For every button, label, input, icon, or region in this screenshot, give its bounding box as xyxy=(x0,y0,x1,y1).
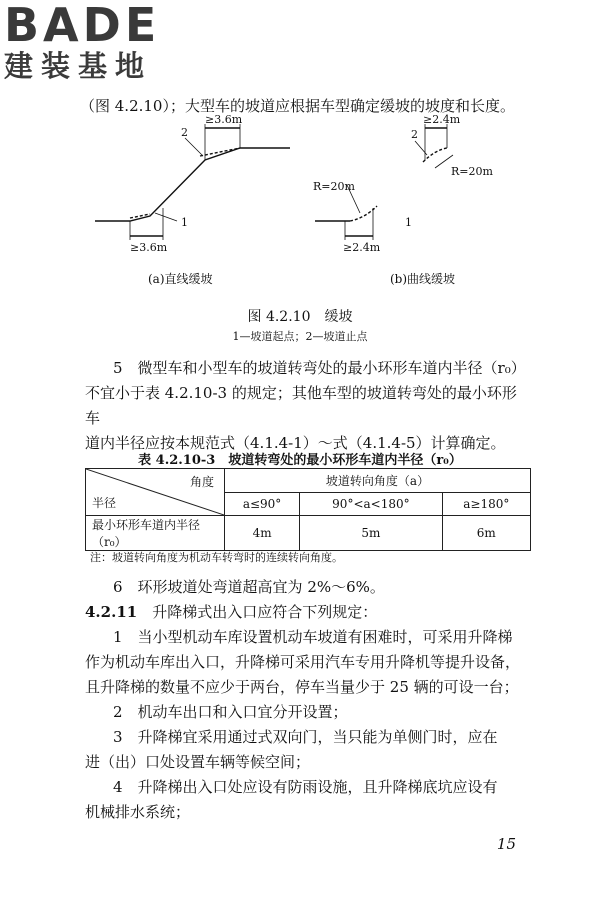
para6-line: 6 环形坡道处弯道超高宜为 2%～6%。 xyxy=(113,578,385,596)
row-label: 最小环形车道内半径（r₀） xyxy=(86,516,225,551)
header-group: 坡道转向角度（a） xyxy=(225,469,531,493)
item-2 xyxy=(85,700,525,725)
straight-ramp-profile xyxy=(95,148,290,221)
ramp-figure xyxy=(85,108,525,278)
item1-line3: 且升降梯的数量不应少于两台，停车当量少于 25 辆的可设一台； xyxy=(85,678,519,696)
row-value-2: 5m xyxy=(300,516,442,551)
item1-line2: 作为机动车库出入口，升降梯可采用汽车专用升降机等提升设备， xyxy=(85,653,521,671)
dim-bottom-b: ≥2.4m xyxy=(343,241,381,254)
paragraph-5 xyxy=(85,356,525,456)
dim-top-a: ≥3.6m xyxy=(205,113,243,126)
row-value-1: 4m xyxy=(225,516,300,551)
radius-right: R=20m xyxy=(451,165,493,178)
label-1a: 1 xyxy=(181,216,188,229)
radius-table xyxy=(85,468,531,551)
item4-line1: 4 升降梯出入口处应设有防雨设施，且升降梯底坑应设有 xyxy=(113,778,498,796)
header-angle: 角度 xyxy=(189,475,214,489)
item3-line1: 3 升降梯宜采用通过式双向门，当只能为单侧门时，应在 xyxy=(113,728,498,746)
para5-line1: 5 微型车和小型车的坡道转弯处的最小环形车道内半径（r₀） xyxy=(113,359,526,377)
para5-line3: 道内半径应按本规范式（4.1.4-1）～式（4.1.4-5）计算确定。 xyxy=(85,434,506,452)
item-1 xyxy=(85,625,525,700)
logo-subtitle: 建装基地 xyxy=(4,49,153,83)
col-header-3: a≥180° xyxy=(442,492,530,516)
label-2a: 2 xyxy=(181,126,188,139)
diagonal-header-cell xyxy=(86,469,225,516)
dim-top-b: ≥2.4m xyxy=(423,113,461,126)
dim-bottom-a: ≥3.6m xyxy=(130,241,168,254)
figure-title: 图 4.2.10 缓坡 xyxy=(247,309,353,325)
header-radius: 半径 xyxy=(92,496,117,510)
section-4-2-11 xyxy=(85,600,525,625)
col-header-2: 90°<a<180° xyxy=(300,492,442,516)
section-heading: 升降梯式出入口应符合下列规定： xyxy=(152,603,378,621)
logo-text: BADE xyxy=(4,0,161,52)
item-3 xyxy=(85,725,525,775)
row-value-3: 6m xyxy=(442,516,530,551)
caption-a: (a)直线缓坡 xyxy=(148,272,213,286)
para5-line2: 不宜小于表 4.2.10-3 的规定；其他车型的坡道转弯处的最小环形车 xyxy=(85,384,517,427)
table-note: 注：坡道转向角度为机动车转弯时的连续转向角度。 xyxy=(90,551,343,564)
intro-line: （图 4.2.10）；大型车的坡道应根据车型确定缓坡的坡度和长度。 xyxy=(80,97,515,115)
col-header-1: a≤90° xyxy=(225,492,300,516)
figure-legend: 1—坡道起点；2—坡道止点 xyxy=(232,330,368,343)
page-number: 15 xyxy=(496,835,516,853)
label-1b: 1 xyxy=(405,216,412,229)
item4-line2: 机械排水系统； xyxy=(85,803,191,821)
label-2b: 2 xyxy=(411,128,418,141)
item2-line1: 2 机动车出口和入口宜分开设置； xyxy=(113,703,348,721)
paragraph-6 xyxy=(85,575,525,600)
caption-b: (b)曲线缓坡 xyxy=(390,272,456,286)
item-4 xyxy=(85,775,525,825)
table-title: 表 4.2.10-3 坡道转弯处的最小环形车道内半径（r₀） xyxy=(138,453,462,468)
item3-line2: 进（出）口处设置车辆等候空间； xyxy=(85,753,311,771)
section-number: 4.2.11 xyxy=(85,603,138,621)
bade-logo xyxy=(4,2,176,84)
item1-line1: 1 当小型机动车库设置机动车坡道有困难时，可采用升降梯 xyxy=(113,628,513,646)
radius-left: R=20m xyxy=(313,180,355,193)
